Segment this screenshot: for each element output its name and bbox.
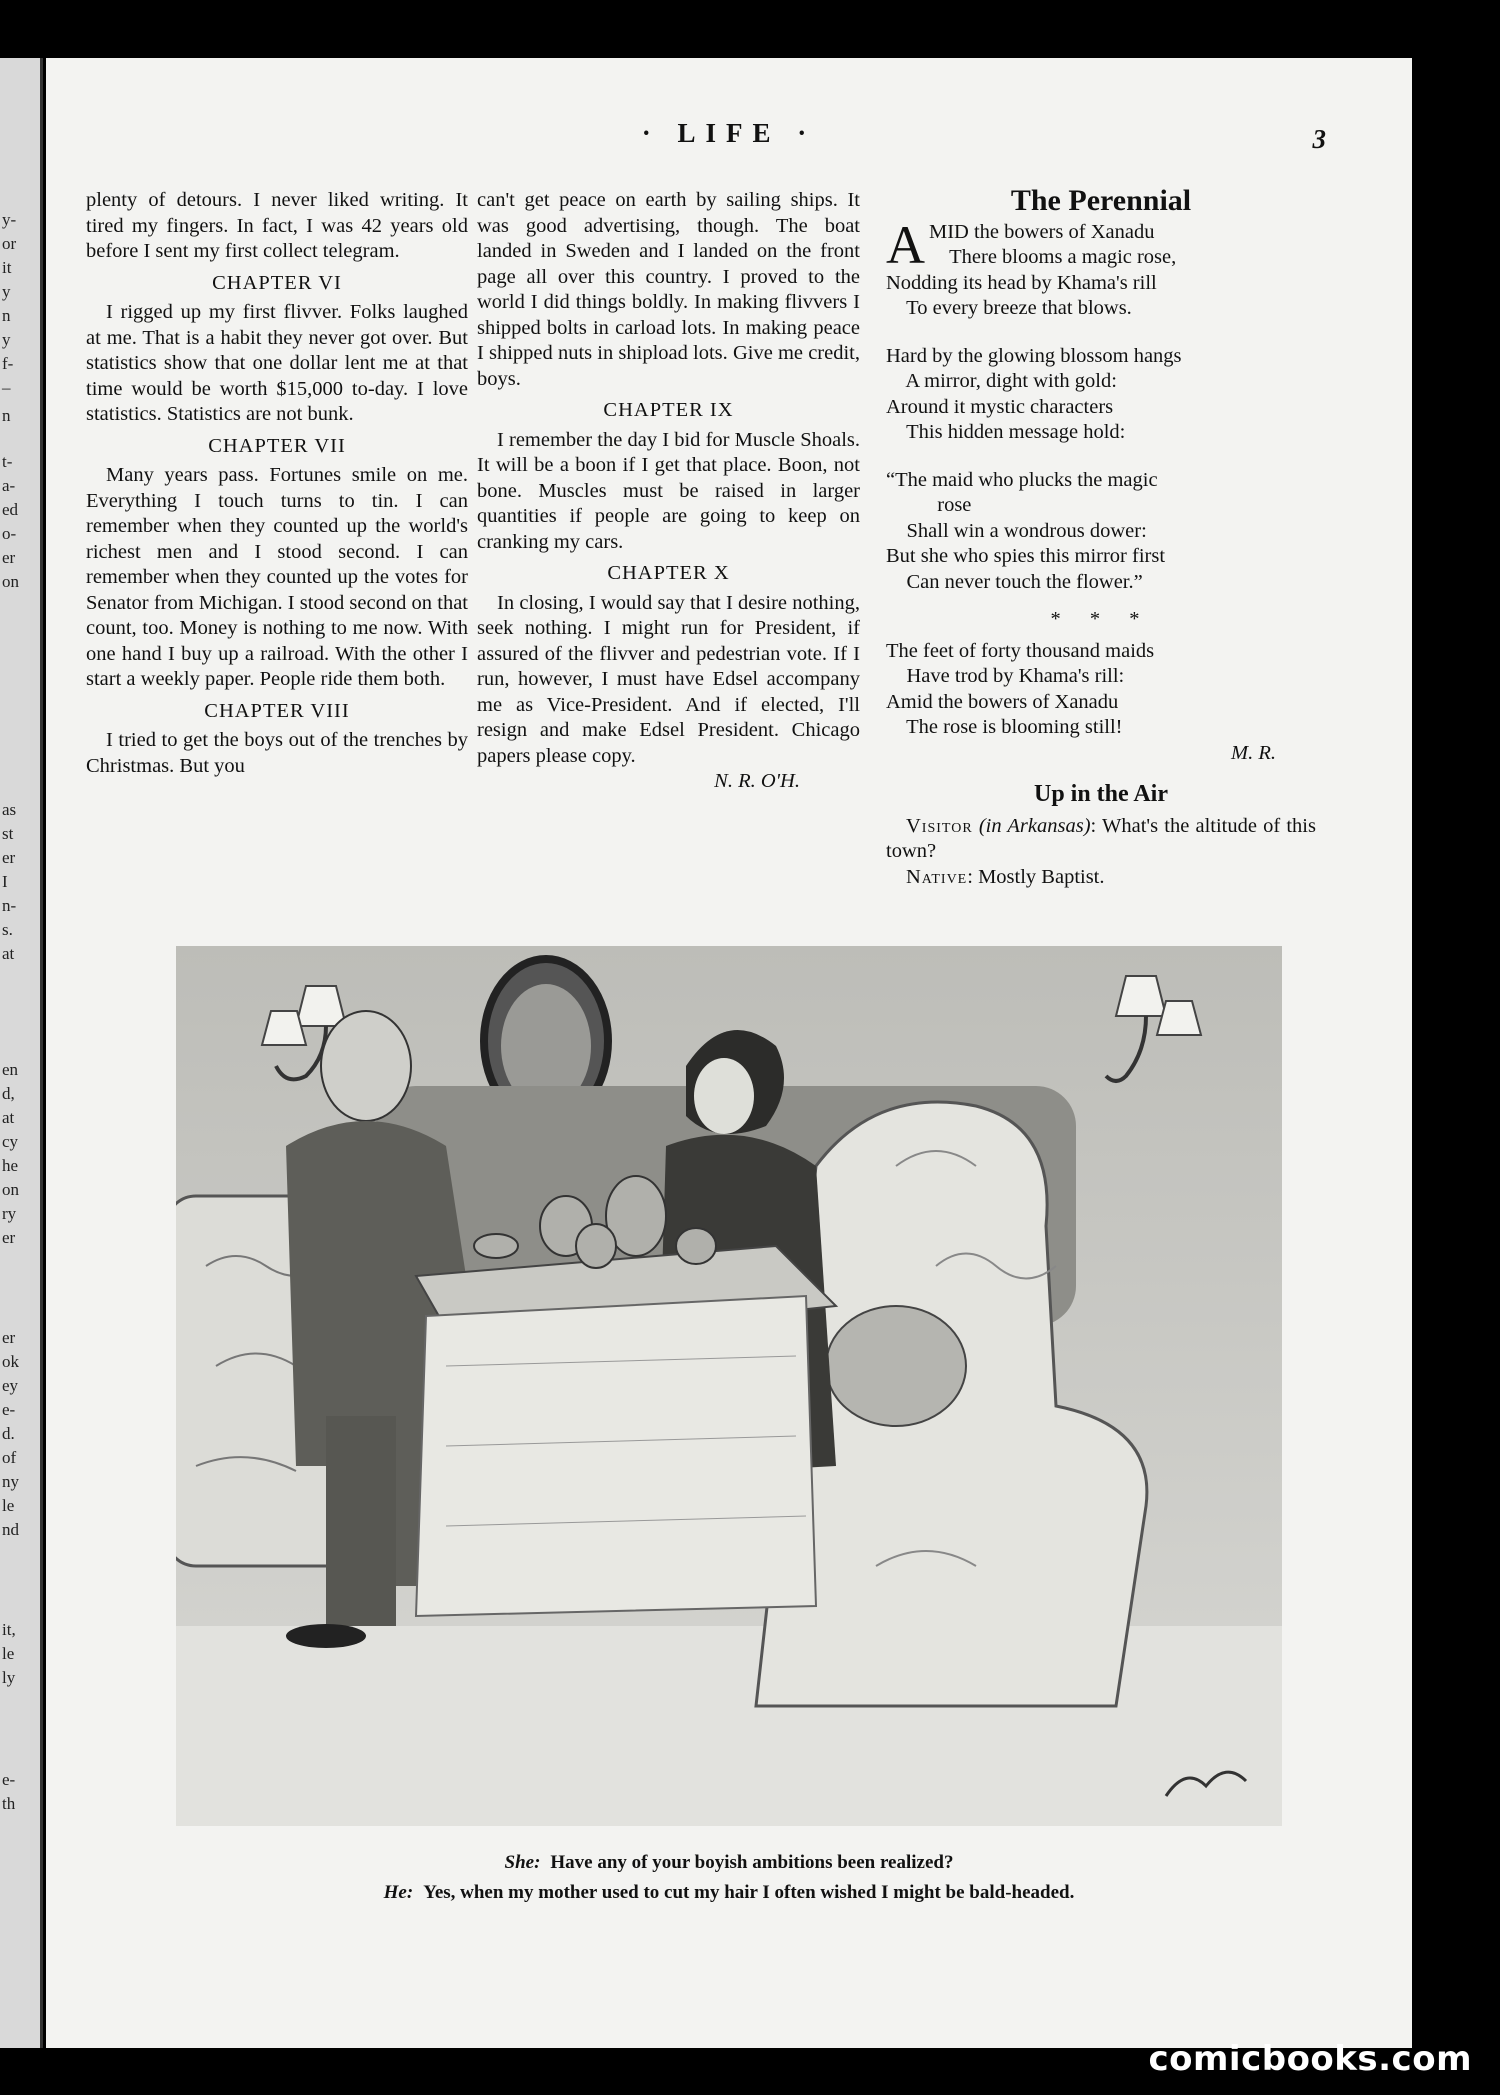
- poem-line: This hidden message hold:: [886, 421, 1126, 443]
- poem-line: “The maid who plucks the magic: [886, 468, 1158, 491]
- article-text: can't get peace on earth by sailing ships. It was good advertising, though. The boat landed in Sweden and I landed on the front page all over this country. I proved to the world I did things boldly. In making flivvers I shipped bolts in carload lots. In making peace I shipped nuts in shipload lots. Give me credit, boys.: [477, 189, 860, 390]
- left-page-fragment: er: [2, 848, 16, 867]
- left-page-fragment: at: [2, 944, 15, 963]
- poem-title: The Perennial: [1010, 184, 1192, 217]
- illustration-caption: [46, 1848, 1412, 1908]
- poem-line: rose: [886, 494, 972, 516]
- chapter-heading: CHAPTER VI: [212, 271, 342, 294]
- article-signature: N. R. O'H.: [714, 770, 800, 792]
- article-text: Many years pass. Fortunes smile on me. Everything I touch turns to tin. I can remember when they counted up the world's richest men and I stood second. I can remember when they counted up the votes for Senator from Michigan. I stood second on that count, too. Money is nothing to me now. With one hand I buy up a railroad. With the other I start a weekly paper. People ride them both.: [86, 464, 468, 690]
- left-page-fragment: ry: [2, 1204, 17, 1223]
- left-page-fragment: er: [2, 1328, 16, 1347]
- illustration-drawing: [176, 946, 1282, 1826]
- dialogue-text: : What's the altitude of this town?: [886, 814, 1316, 862]
- left-page-fragment: he: [2, 1156, 19, 1175]
- poem-line: The rose is blooming still!: [886, 716, 1123, 738]
- left-page-fragment: ok: [2, 1352, 19, 1371]
- left-page-fragment: on: [2, 572, 19, 591]
- left-page-fragment: a-: [2, 476, 16, 495]
- dialogue-text: : Mostly Baptist.: [967, 865, 1105, 888]
- speaker-label: He:: [383, 1882, 414, 1903]
- poem-line: MID the bowers of Xanadu: [929, 220, 1155, 243]
- left-page-fragment: I: [2, 872, 8, 891]
- left-page-fragment: en: [2, 1060, 19, 1079]
- left-page-fragment: –: [2, 378, 11, 397]
- chapter-heading: CHAPTER VIII: [204, 699, 350, 722]
- left-page-fragment: th: [2, 1794, 16, 1813]
- joke-visitor-line: [886, 814, 1316, 865]
- running-head: · LIFE ·: [641, 118, 817, 148]
- site-watermark: comicbooks.com: [1148, 2039, 1472, 2079]
- left-page-fragment: st: [2, 824, 14, 843]
- left-page-fragment: ey: [2, 1376, 19, 1395]
- left-page-fragment: y: [2, 282, 11, 301]
- left-page-fragment: n-: [2, 896, 17, 915]
- left-page-fragment: or: [2, 234, 17, 253]
- speaker-label: Visitor: [906, 814, 973, 837]
- poem-line: Can never touch the flower.”: [886, 570, 1143, 593]
- poem-line: There blooms a magic rose,: [929, 246, 1177, 268]
- left-page-fragment: e-: [2, 1400, 16, 1419]
- left-page-fragment: t-: [2, 452, 13, 471]
- article-text: I rigged up my first flivver. Folks laughed at me. That is a habit they never got over. But statistics show that one dollar lent me at that time would be worth $15,000 to-day. I love statistics. Statistics are not bunk.: [86, 301, 468, 425]
- poem-line: A mirror, dight with gold:: [886, 370, 1117, 392]
- poem-signature: M. R.: [1231, 741, 1276, 764]
- left-page-fragment: er: [2, 548, 16, 567]
- left-page-fragment: at: [2, 1108, 15, 1127]
- chapter-heading: CHAPTER X: [607, 562, 730, 584]
- chapter-heading: CHAPTER VII: [208, 434, 346, 457]
- left-page-fragment: cy: [2, 1132, 19, 1151]
- article-text: I tried to get the boys out of the trenches by Christmas. But you: [86, 729, 468, 777]
- poem-line: Hard by the glowing blossom hangs: [886, 344, 1182, 367]
- left-page-fragment: d,: [2, 1084, 15, 1103]
- left-page-fragment: it,: [2, 1620, 16, 1639]
- left-page-fragment: ed: [2, 500, 19, 519]
- left-page-fragment: y: [2, 330, 11, 349]
- poem-stanza-4: [886, 639, 1316, 741]
- left-page-fragment: of: [2, 1448, 17, 1467]
- poem-line: To every breeze that blows.: [886, 297, 1132, 319]
- poem-line: Have trod by Khama's rill:: [886, 665, 1125, 687]
- left-page-edge: [0, 58, 43, 2048]
- poem-line: Nodding its head by Khama's rill: [886, 271, 1157, 294]
- magazine-page: [46, 58, 1412, 2048]
- left-page-fragment: er: [2, 1228, 16, 1247]
- caption-text: Yes, when my mother used to cut my hair I often wished I might be bald-headed.: [423, 1882, 1075, 1903]
- poem-line: The feet of forty thousand maids: [886, 639, 1155, 662]
- column-2: [477, 188, 860, 795]
- poem-stanza-3: [886, 468, 1316, 596]
- caption-text: Have any of your boyish ambitions been realized?: [550, 1852, 954, 1873]
- page-number: 3: [1312, 124, 1326, 154]
- left-page-fragment: nd: [2, 1520, 19, 1539]
- poem-stanza-2: [886, 344, 1316, 446]
- poem-stanza-1: [886, 214, 1316, 322]
- left-page-fragment: ny: [2, 1472, 19, 1491]
- caption-line-she: [46, 1848, 1412, 1878]
- speaker-note: (in Arkansas): [978, 814, 1091, 837]
- left-page-fragment: y-: [2, 210, 17, 229]
- joke-native-line: [886, 865, 1316, 891]
- left-page-fragment: it: [2, 258, 12, 277]
- section-stars: * * *: [1050, 608, 1152, 630]
- chapter-heading: CHAPTER IX: [603, 399, 734, 421]
- drop-cap: A: [886, 214, 925, 275]
- column-3: [886, 184, 1316, 890]
- left-page-fragment: n: [2, 406, 11, 425]
- article-text: plenty of detours. I never liked writing. It tired my fingers. In fact, I was 42 years old before I sent my first collect telegram.: [86, 189, 468, 262]
- left-page-fragment: le: [2, 1496, 15, 1515]
- left-page-fragment: f-: [2, 354, 14, 373]
- left-page-fragment: s.: [2, 920, 13, 939]
- poem-line: But she who spies this mirror first: [886, 545, 1166, 567]
- left-page-fragment: o-: [2, 524, 17, 543]
- poem-line: Amid the bowers of Xanadu: [886, 690, 1119, 713]
- tea-party-illustration: [176, 946, 1282, 1826]
- left-page-fragment: d.: [2, 1424, 15, 1443]
- caption-line-he: [46, 1878, 1412, 1908]
- poem-line: Shall win a wondrous dower:: [886, 519, 1147, 542]
- left-page-fragment: ly: [2, 1668, 16, 1687]
- speaker-label: Native: [906, 865, 968, 888]
- joke-title: Up in the Air: [1033, 781, 1168, 807]
- article-text: I remember the day I bid for Muscle Shoals. It will be a boon if I get that place. Boon, not bone. Muscles must be raised in larger quantities if people are going to keep on cranking my cars.: [477, 428, 860, 553]
- column-1: [86, 188, 468, 779]
- left-page-fragment: as: [2, 800, 17, 819]
- poem-line: Around it mystic characters: [886, 395, 1114, 418]
- left-page-fragment: n: [2, 306, 11, 325]
- article-text: In closing, I would say that I desire nothing, seek nothing. I might run for President, if assured of the flivver and pedestrian vote. If I run, however, I must have Edsel accompany me as Vice-President. And if elected, I'll resign and make Edsel President. Chicago papers please copy.: [477, 591, 860, 767]
- left-page-fragment: e-: [2, 1770, 16, 1789]
- left-page-fragment: le: [2, 1644, 15, 1663]
- speaker-label: She:: [504, 1852, 541, 1873]
- left-page-fragment: on: [2, 1180, 19, 1199]
